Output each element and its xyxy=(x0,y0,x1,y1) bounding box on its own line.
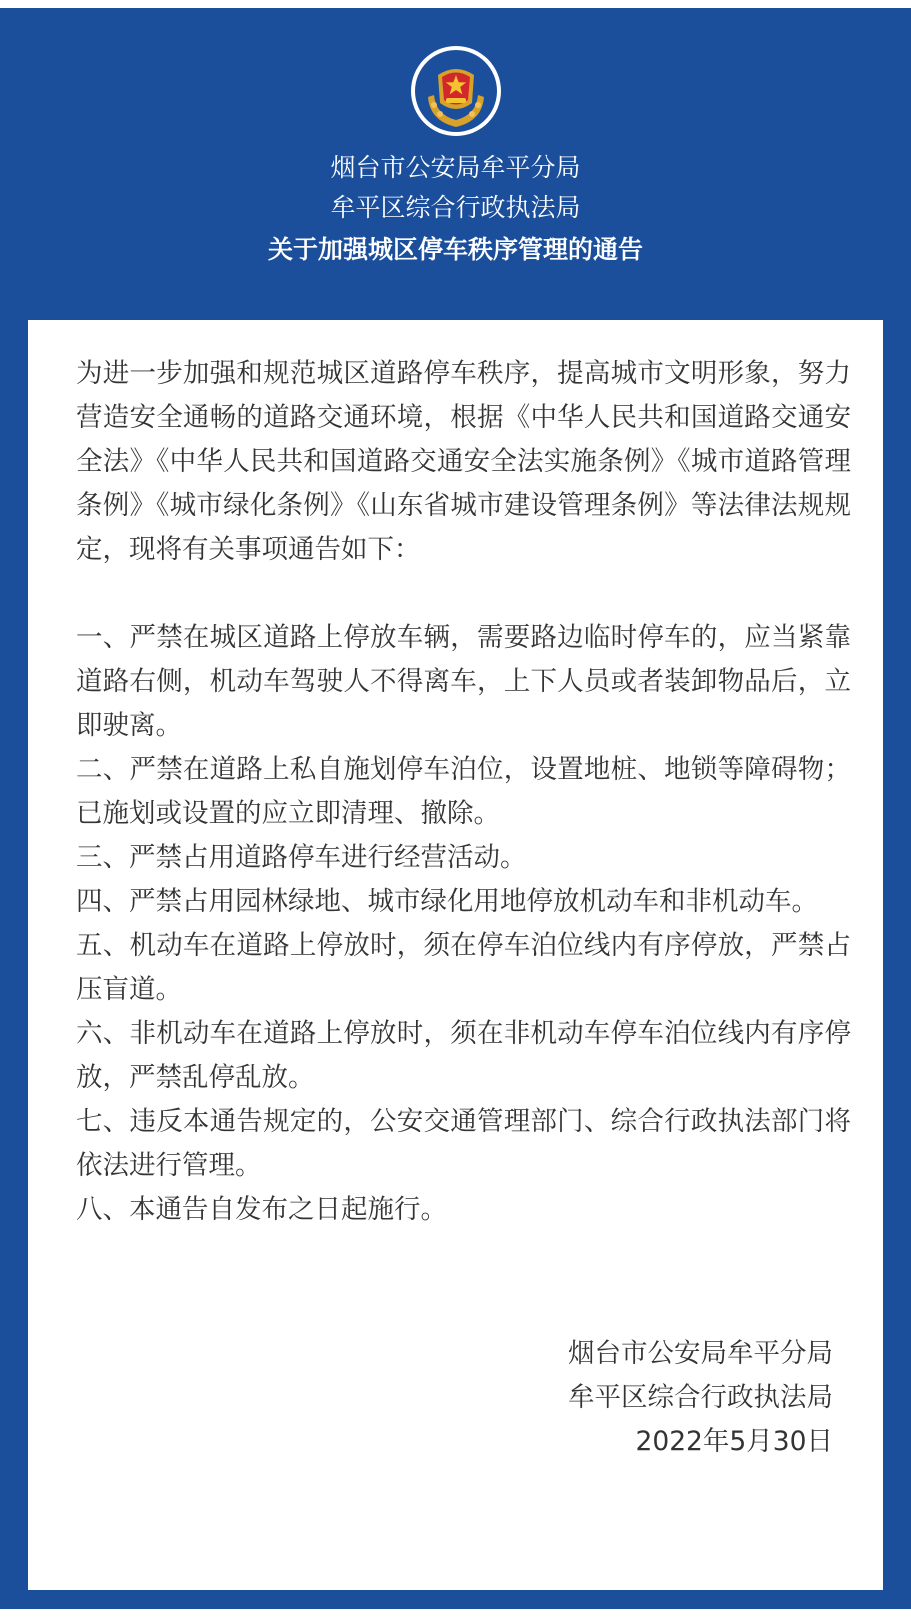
signature-block xyxy=(568,1332,833,1464)
notice-item-5: 五、机动车在道路上停放时，须在停车泊位线内有序停放，严禁占压盲道。 xyxy=(76,930,851,1005)
notice-item-6: 六、非机动车在道路上停放时，须在非机动车停车泊位线内有序停放，严禁乱停乱放。 xyxy=(76,1018,851,1093)
paragraph-spacer xyxy=(76,572,851,616)
notice-frame xyxy=(0,8,911,1609)
notice-item-4: 四、严禁占用园林绿地、城市绿化用地停放机动车和非机动车。 xyxy=(76,886,818,917)
signature-issuer-police: 烟台市公安局牟平分局 xyxy=(568,1338,833,1369)
notice-item-3: 三、严禁占用道路停车进行经营活动。 xyxy=(76,842,527,873)
signature-date: 2022年5月30日 xyxy=(635,1426,833,1457)
notice-body xyxy=(76,352,851,1232)
police-emblem-icon xyxy=(410,45,502,137)
notice-item-7: 七、违反本通告规定的，公安交通管理部门、综合行政执法部门将依法进行管理。 xyxy=(76,1106,851,1181)
notice-item-1: 一、严禁在城区道路上停放车辆，需要路边临时停车的，应当紧靠道路右侧，机动车驾驶人不得离车，上下人员或者装卸物品后，立即驶离。 xyxy=(76,622,851,741)
header-issuer-enforcement: 牟平区综合行政执法局 xyxy=(330,193,581,222)
signature-issuer-enforcement: 牟平区综合行政执法局 xyxy=(568,1382,833,1413)
intro-paragraph: 为进一步加强和规范城区道路停车秩序，提高城市文明形象，努力营造安全通畅的道路交通环境，根据《中华人民共和国道路交通安全法》《中华人民共和国道路交通安全法实施条例》《城市道路管理条例》《城市绿化条例》《山东省城市建设管理条例》等法律法规规定，现将有关事项通告如下： xyxy=(76,358,851,565)
notice-title: 关于加强城区停车秩序管理的通告 xyxy=(267,235,643,264)
notice-item-8: 八、本通告自发布之日起施行。 xyxy=(76,1194,447,1225)
header-issuer-police: 烟台市公安局牟平分局 xyxy=(330,153,581,182)
notice-header xyxy=(0,148,911,270)
notice-item-2: 二、严禁在道路上私自施划停车泊位，设置地桩、地锁等障碍物；已施划或设置的应立即清理、撤除。 xyxy=(76,754,851,829)
notice-body-panel xyxy=(28,320,883,1590)
